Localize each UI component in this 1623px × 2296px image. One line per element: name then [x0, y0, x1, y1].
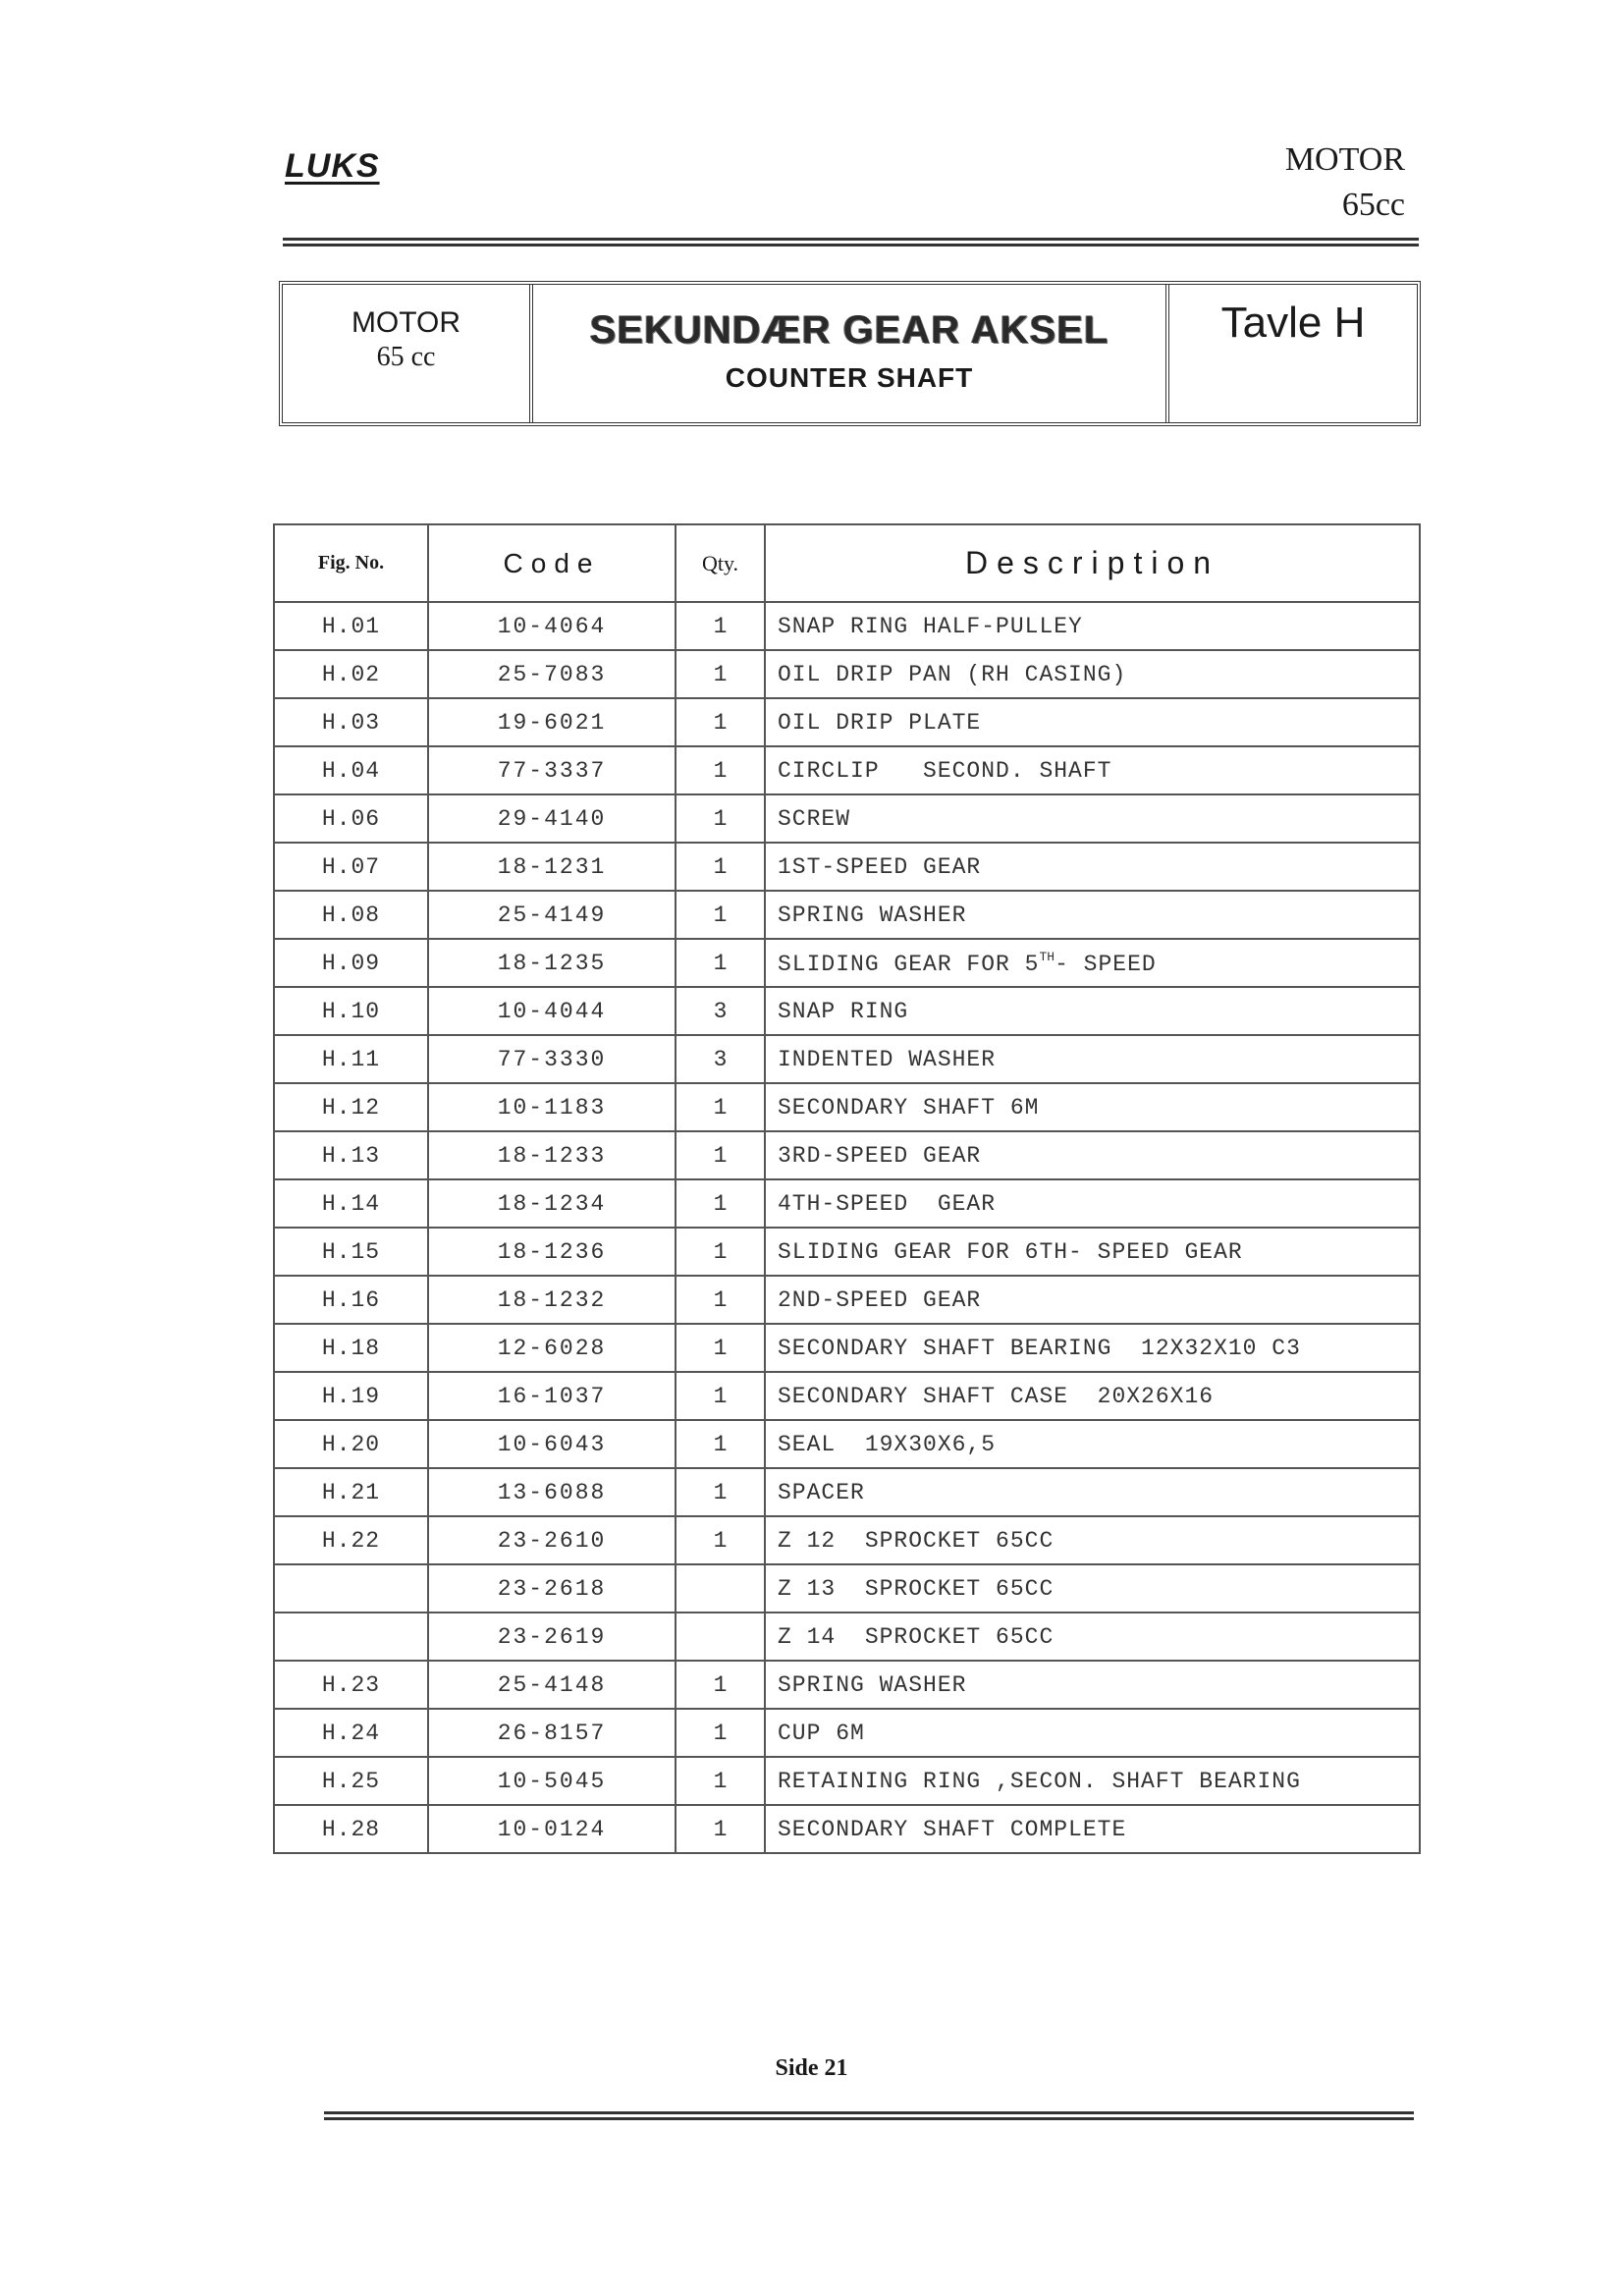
code-cell: 18-1233 — [428, 1131, 676, 1179]
description-cell — [765, 1709, 1420, 1757]
description-cell — [765, 1035, 1420, 1083]
table-row — [274, 794, 1420, 843]
table-row — [274, 1516, 1420, 1564]
fig-no-cell: H.12 — [274, 1083, 428, 1131]
qty-cell: 1 — [676, 1420, 765, 1468]
description-text: 2ND-SPEED GEAR — [778, 1286, 982, 1313]
page-number: Side 21 — [775, 2055, 848, 2081]
description-cell — [765, 1661, 1420, 1709]
code-cell: 18-1235 — [428, 939, 676, 987]
qty-cell: 1 — [676, 1757, 765, 1805]
description-text: INDENTED WASHER — [778, 1046, 997, 1072]
description-text: Z 13 SPROCKET 65CC — [778, 1575, 1055, 1602]
code-cell: 25-7083 — [428, 650, 676, 698]
fig-no-cell: H.08 — [274, 891, 428, 939]
description-text: CIRCLIP SECOND. SHAFT — [778, 757, 1112, 784]
table-row — [274, 698, 1420, 746]
table-row — [274, 1661, 1420, 1709]
table-row — [274, 1757, 1420, 1805]
fig-no-cell: H.07 — [274, 843, 428, 891]
fig-no-cell: H.16 — [274, 1276, 428, 1324]
description-cell — [765, 939, 1420, 987]
qty-cell: 1 — [676, 746, 765, 794]
fig-no-cell: H.20 — [274, 1420, 428, 1468]
qty-cell: 3 — [676, 1035, 765, 1083]
fig-no-cell: H.04 — [274, 746, 428, 794]
code-cell: 10-6043 — [428, 1420, 676, 1468]
title-box-motor-cell — [283, 285, 533, 422]
qty-cell: 1 — [676, 794, 765, 843]
fig-no-cell: H.02 — [274, 650, 428, 698]
qty-cell: 1 — [676, 843, 765, 891]
description-text: SLIDING GEAR FOR 6TH- SPEED GEAR — [778, 1238, 1243, 1265]
description-text: SPRING WASHER — [778, 1671, 967, 1698]
description-cell — [765, 698, 1420, 746]
qty-cell: 1 — [676, 939, 765, 987]
column-header-qty: Qty. — [676, 524, 765, 602]
description-cell — [765, 1564, 1420, 1613]
code-cell: 18-1236 — [428, 1228, 676, 1276]
description-cell — [765, 987, 1420, 1035]
description-cell — [765, 1757, 1420, 1805]
qty-cell: 1 — [676, 891, 765, 939]
qty-cell: 3 — [676, 987, 765, 1035]
description-text-suffix: - SPEED — [1055, 951, 1157, 977]
fig-no-cell: H.22 — [274, 1516, 428, 1564]
code-cell: 13-6088 — [428, 1468, 676, 1516]
description-text: SCREW — [778, 805, 851, 832]
qty-cell: 1 — [676, 1179, 765, 1228]
fig-no-cell: H.24 — [274, 1709, 428, 1757]
description-text: SPACER — [778, 1479, 865, 1505]
description-text: CUP 6M — [778, 1720, 865, 1746]
fig-no-cell: H.10 — [274, 987, 428, 1035]
code-cell: 25-4148 — [428, 1661, 676, 1709]
fig-no-cell: H.01 — [274, 602, 428, 650]
parts-table-body — [274, 602, 1420, 1853]
description-cell — [765, 1083, 1420, 1131]
fig-no-cell: H.06 — [274, 794, 428, 843]
qty-cell: 1 — [676, 1324, 765, 1372]
code-cell: 23-2618 — [428, 1564, 676, 1613]
description-text: SECONDARY SHAFT CASE 20X26X16 — [778, 1383, 1215, 1409]
title-box — [279, 281, 1421, 426]
code-cell: 12-6028 — [428, 1324, 676, 1372]
qty-cell: 1 — [676, 1131, 765, 1179]
table-row — [274, 1564, 1420, 1613]
fig-no-cell: H.18 — [274, 1324, 428, 1372]
qty-cell — [676, 1564, 765, 1613]
description-text: Z 14 SPROCKET 65CC — [778, 1623, 1055, 1650]
description-text: RETAINING RING ,SECON. SHAFT BEARING — [778, 1768, 1301, 1794]
table-row — [274, 1179, 1420, 1228]
title-box-cc-label: 65 cc — [376, 342, 436, 372]
code-cell: 18-1234 — [428, 1179, 676, 1228]
table-row — [274, 1228, 1420, 1276]
page-title: SEKUNDÆR GEAR AKSEL — [589, 308, 1109, 352]
page-subtitle: COUNTER SHAFT — [725, 362, 974, 393]
description-cell — [765, 1324, 1420, 1372]
table-row — [274, 843, 1420, 891]
column-header-code: Code — [428, 524, 676, 602]
code-cell: 25-4149 — [428, 891, 676, 939]
table-row — [274, 1276, 1420, 1324]
table-row — [274, 1131, 1420, 1179]
code-cell: 23-2619 — [428, 1613, 676, 1661]
fig-no-cell: H.23 — [274, 1661, 428, 1709]
description-cell — [765, 843, 1420, 891]
description-text: SECONDARY SHAFT BEARING 12X32X10 C3 — [778, 1335, 1301, 1361]
fig-no-cell: H.19 — [274, 1372, 428, 1420]
table-row — [274, 1709, 1420, 1757]
code-cell: 29-4140 — [428, 794, 676, 843]
brand-logo: LUKS — [285, 147, 380, 185]
code-cell: 10-5045 — [428, 1757, 676, 1805]
table-row — [274, 1324, 1420, 1372]
table-row — [274, 1083, 1420, 1131]
description-text: OIL DRIP PLATE — [778, 709, 982, 736]
description-text: SLIDING GEAR FOR 5 — [778, 951, 1040, 977]
description-cell — [765, 1372, 1420, 1420]
code-cell: 77-3330 — [428, 1035, 676, 1083]
qty-cell: 1 — [676, 698, 765, 746]
description-cell — [765, 1516, 1420, 1564]
table-row — [274, 602, 1420, 650]
qty-cell: 1 — [676, 650, 765, 698]
description-cell — [765, 1131, 1420, 1179]
fig-no-cell: H.25 — [274, 1757, 428, 1805]
code-cell: 77-3337 — [428, 746, 676, 794]
qty-cell: 1 — [676, 1516, 765, 1564]
table-row — [274, 939, 1420, 987]
description-text: SNAP RING HALF-PULLEY — [778, 613, 1083, 639]
code-cell: 16-1037 — [428, 1372, 676, 1420]
qty-cell: 1 — [676, 1468, 765, 1516]
description-cell — [765, 1420, 1420, 1468]
table-row — [274, 1420, 1420, 1468]
description-cell — [765, 891, 1420, 939]
ordinal-superscript: TH — [1039, 949, 1055, 964]
fig-no-cell: H.28 — [274, 1805, 428, 1853]
fig-no-cell: H.11 — [274, 1035, 428, 1083]
table-row — [274, 891, 1420, 939]
description-text: SNAP RING — [778, 998, 909, 1024]
header-motor-info — [1285, 137, 1405, 228]
parts-table — [273, 523, 1421, 1854]
description-text: OIL DRIP PAN (RH CASING) — [778, 661, 1127, 687]
fig-no-cell: H.03 — [274, 698, 428, 746]
header-motor-label: MOTOR — [1284, 141, 1405, 178]
description-text: 3RD-SPEED GEAR — [778, 1142, 982, 1169]
table-header-row — [274, 524, 1420, 602]
plate-label: Tavle H — [1220, 299, 1366, 347]
table-row — [274, 1035, 1420, 1083]
qty-cell: 1 — [676, 1276, 765, 1324]
code-cell: 10-1183 — [428, 1083, 676, 1131]
table-row — [274, 650, 1420, 698]
fig-no-cell — [274, 1564, 428, 1613]
code-cell: 18-1231 — [428, 843, 676, 891]
description-cell — [765, 746, 1420, 794]
fig-no-cell: H.13 — [274, 1131, 428, 1179]
table-row — [274, 1805, 1420, 1853]
description-text: 4TH-SPEED GEAR — [778, 1190, 997, 1217]
column-header-fig-no: Fig. No. — [274, 524, 428, 602]
code-cell: 10-0124 — [428, 1805, 676, 1853]
code-cell: 23-2610 — [428, 1516, 676, 1564]
description-text: SPRING WASHER — [778, 902, 967, 928]
code-cell: 10-4064 — [428, 602, 676, 650]
description-cell — [765, 794, 1420, 843]
code-cell: 10-4044 — [428, 987, 676, 1035]
fig-no-cell: H.14 — [274, 1179, 428, 1228]
description-cell — [765, 650, 1420, 698]
description-text: Z 12 SPROCKET 65CC — [778, 1527, 1055, 1554]
table-row — [274, 1613, 1420, 1661]
description-text: SECONDARY SHAFT 6M — [778, 1094, 1040, 1121]
fig-no-cell: H.15 — [274, 1228, 428, 1276]
qty-cell: 1 — [676, 1709, 765, 1757]
header-rule — [283, 238, 1419, 246]
description-cell — [765, 1468, 1420, 1516]
header-cc-label: 65cc — [1341, 187, 1405, 223]
qty-cell — [676, 1613, 765, 1661]
table-row — [274, 1468, 1420, 1516]
table-row — [274, 746, 1420, 794]
description-cell — [765, 1276, 1420, 1324]
qty-cell: 1 — [676, 1083, 765, 1131]
title-box-title-cell — [533, 285, 1169, 422]
qty-cell: 1 — [676, 1372, 765, 1420]
description-cell — [765, 1179, 1420, 1228]
qty-cell: 1 — [676, 1661, 765, 1709]
description-cell — [765, 1805, 1420, 1853]
column-header-description: Description — [765, 524, 1420, 602]
qty-cell: 1 — [676, 602, 765, 650]
description-cell — [765, 602, 1420, 650]
code-cell: 18-1232 — [428, 1276, 676, 1324]
fig-no-cell — [274, 1613, 428, 1661]
code-cell: 19-6021 — [428, 698, 676, 746]
title-box-motor-label: MOTOR — [351, 306, 461, 339]
description-cell — [765, 1613, 1420, 1661]
description-cell — [765, 1228, 1420, 1276]
table-row — [274, 1372, 1420, 1420]
table-row — [274, 987, 1420, 1035]
description-text: SEAL 19X30X6,5 — [778, 1431, 997, 1457]
code-cell: 26-8157 — [428, 1709, 676, 1757]
qty-cell: 1 — [676, 1805, 765, 1853]
description-text: 1ST-SPEED GEAR — [778, 853, 982, 880]
fig-no-cell: H.09 — [274, 939, 428, 987]
footer-rule — [324, 2111, 1414, 2120]
description-text: SECONDARY SHAFT COMPLETE — [778, 1816, 1127, 1842]
qty-cell: 1 — [676, 1228, 765, 1276]
fig-no-cell: H.21 — [274, 1468, 428, 1516]
